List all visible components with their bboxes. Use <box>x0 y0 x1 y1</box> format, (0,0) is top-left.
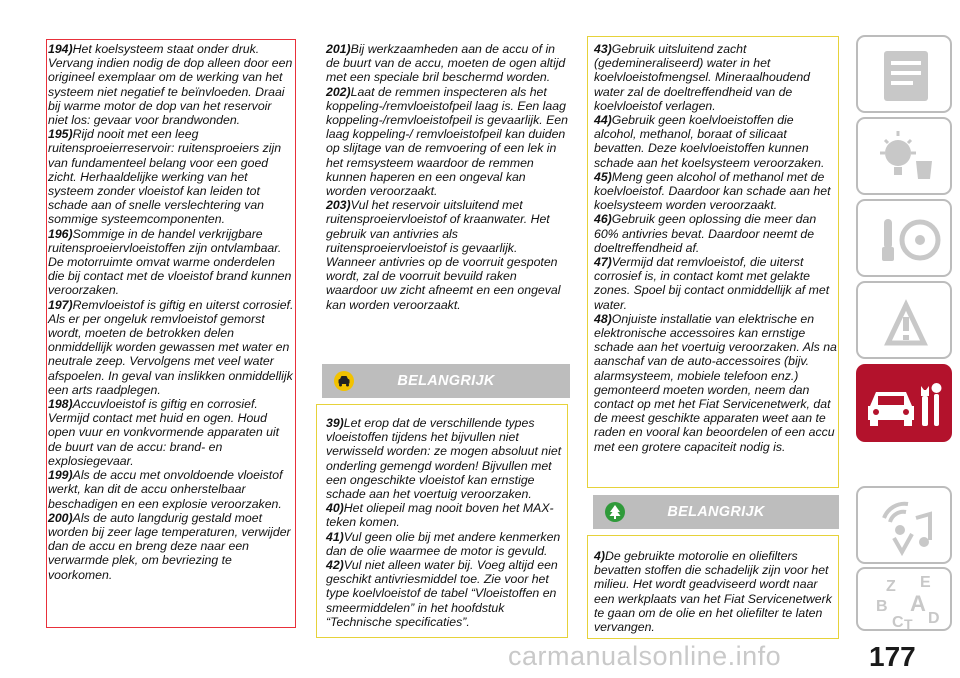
important-title-2: BELANGRIJK <box>667 504 765 520</box>
note-44: 44)Gebruik geen koelvloeistoffen die alcohol, methanol, boraat of silicaat bevatten. Deze koelvloeistoffen kunnen schade aan het koelsysteem veroorzaken. <box>594 113 825 170</box>
index-letter-c: C <box>892 614 904 631</box>
index-letter-z: Z <box>886 578 896 595</box>
index-letter-b: B <box>876 598 888 615</box>
tab-multimedia[interactable] <box>856 486 952 564</box>
column-3-text <box>594 42 837 454</box>
column-2-text <box>326 42 568 312</box>
tab-maintenance[interactable] <box>856 364 952 442</box>
column-1-text <box>48 42 294 582</box>
page-number: 177 <box>869 641 916 672</box>
note-197: 197)Remvloeistof is giftig en uiterst corrosief. Als er per ongeluk remvloeistof gemorst wordt, moeten de betrokken delen onmiddellijk worden gewassen met water en neutrale zeep. Vervolgens met veel water afspoelen. In geval van inslikken onmiddellijk een arts raadplegen. <box>48 297 294 397</box>
tab-warning-lights[interactable] <box>856 117 952 195</box>
note-202: 202)Laat de remmen inspecteren als het koppeling-/remvloeistofpeil laag is. Een laag koppeling-/remvloeistofpeil is gevaarlijk. Een laag koppeling-/ remvloeistofpeil kan duiden op slijtage van de remvoering of een lek in het remsysteem waardoor de remmen kunnen haperen en een ongeval kan worden veroorzaakt. <box>326 84 568 199</box>
note-41: 41)Vul geen olie bij met andere kenmerken dan de olie waarmee de motor is gevuld. <box>326 529 561 558</box>
index-letter-t: T <box>904 616 913 632</box>
emergency-icon <box>858 283 954 361</box>
multimedia-icon <box>858 488 954 566</box>
note-46: 46)Gebruik geen oplossing die meer dan 60% antivries bevat. Daardoor neemt de doeltreffendheid af. <box>594 212 817 255</box>
index-letter-a: A <box>910 591 926 616</box>
note-201: 201)Bij werkzaamheden aan de accu of in de buurt van de accu, moeten de ogen altijd met een speciale bril beschermd worden. <box>326 42 566 85</box>
warning-lights-icon <box>858 119 954 197</box>
car-oil-icon <box>334 371 354 391</box>
important-header-2 <box>593 495 839 529</box>
tab-starting-driving[interactable] <box>856 199 952 277</box>
note-194: 194)Het koelsysteem staat onder druk. Vervang indien nodig de dop alleen door een origineel exemplaar om de werking van het systeem niet negatief te beïnvloeden. Draai bij warme motor de dop van het reservoir niet los: gevaar voor brandwonden. <box>48 42 293 128</box>
index-icon <box>858 569 954 633</box>
important-text-2 <box>594 549 837 634</box>
note-43: 43)Gebruik uitsluitend zacht (gedemineraliseerd) water in het koelvloeistofmengsel. Mineraalhoudend water zal de doeltreffendheid van de koelvloeistof verlagen. <box>594 42 811 113</box>
maintenance-icon <box>856 364 952 442</box>
note-200: 200)Als de auto langdurig gestald moet worden bij zeer lage temperaturen, verwijder dan de accu en breng deze naar een verwarmde plek, om bevriezing te voorkomen. <box>48 510 291 582</box>
tab-emergency[interactable] <box>856 281 952 359</box>
tree-environment-icon <box>605 502 625 522</box>
note-39: 39)Let erop dat de verschillende types vloeistoffen tijdens het bijvullen niet verwisseld worden: ze mogen absoluut niet onderling gemengd worden! Bijvullen met een ongeschikte vloeistof kan ernstige schade aan het voertuig veroorzaken. <box>326 416 562 502</box>
note-195: 195)Rijd nooit met een leeg ruitensproeierreservoir: ruitensproeiers zijn van fundamenteel belang voor een goed zicht. Herhaaldelijke werking van het systeem zonder vloeistof kan leiden tot schade aan of snelle verslechtering van sommige systeemcomponenten. <box>48 127 282 227</box>
important-header-1 <box>322 364 570 398</box>
note-4: 4)De gebruikte motorolie en oliefilters bevatten stoffen die schadelijk zijn voor het milieu. Het wordt geadviseerd wordt naar een werkplaats van het Fiat Servicenetwerk te gaan om de olie en het oliefilter te laten vervangen. <box>594 549 832 635</box>
tab-car-info[interactable] <box>856 35 952 113</box>
index-letter-d: D <box>928 610 940 627</box>
important-text-1 <box>326 416 566 629</box>
note-47: 47)Vermijd dat remvloeistof, die uiterst corrosief is, in contact komt met gelakte zones. Spoel bij contact onmiddellijk af met water. <box>594 255 830 312</box>
index-letter-e: E <box>920 574 931 591</box>
note-42: 42)Vul niet alleen water bij. Voeg altijd een geschikt antivriesmiddel toe. Zie voor het type koelvloeistof de tabel “Vloeistoffen en smeermiddelen” in het hoofdstuk “Technische specificaties”. <box>326 558 558 629</box>
note-48: 48)Onjuiste installatie van elektrische en elektronische accessoires kan ernstige schade aan het voertuig veroorzaken. Als na aanschaf van de auto-accessoires (bijv. alarmsysteem, mobiele telefoon enz.) gemonteerd moeten worden, neem dan contact op met het Fiat Servicenetwerk, dat de meest geschikte apparaten weet aan te raden en vooral kan beoordelen of een accu met een grotere capaciteit nodig is. <box>594 311 837 454</box>
note-45: 45)Meng geen alcohol of methanol met de koelvloeistof. Daardoor kan schade aan het koelsysteem worden veroorzaakt. <box>594 169 831 213</box>
note-198: 198)Accuvloeistof is giftig en corrosief. Vermijd contact met huid en ogen. Houd open vuur en vonkvormende apparaten uit de buurt van de accu: brand- en explosiegevaar. <box>48 397 280 468</box>
note-40: 40)Het oliepeil mag nooit boven het MAX-teken komen. <box>326 501 554 530</box>
note-196: 196)Sommige in de handel verkrijgbare ruitensproeiervloeistoffen zijn ontvlambaar. De motorruimte omvat warme onderdelen die bij contact met de vloeistof brand kunnen veroorzaken. <box>48 226 292 298</box>
watermark: carmanualsonline.info <box>508 641 782 671</box>
note-199: 199)Als de accu met onvoldoende vloeistof werkt, kan dit de accu onherstelbaar beschadigen en een explosie veroorzaken. <box>48 468 283 511</box>
important-title-1: BELANGRIJK <box>397 373 495 389</box>
car-info-icon <box>858 37 954 115</box>
tab-index[interactable] <box>856 567 952 631</box>
note-203: 203)Vul het reservoir uitsluitend met ruitensproeiervloeistof of kraanwater. Het gebruik van antivries als ruitensproeiervloeistof is gevaarlijk. Wanneer antivries op de voorruit gespoten wordt, zal de voorruit bevuild raken waardoor uw zicht afneemt en een ongeval kan worden veroorzaakt. <box>326 198 561 312</box>
starting-driving-icon <box>858 201 954 279</box>
